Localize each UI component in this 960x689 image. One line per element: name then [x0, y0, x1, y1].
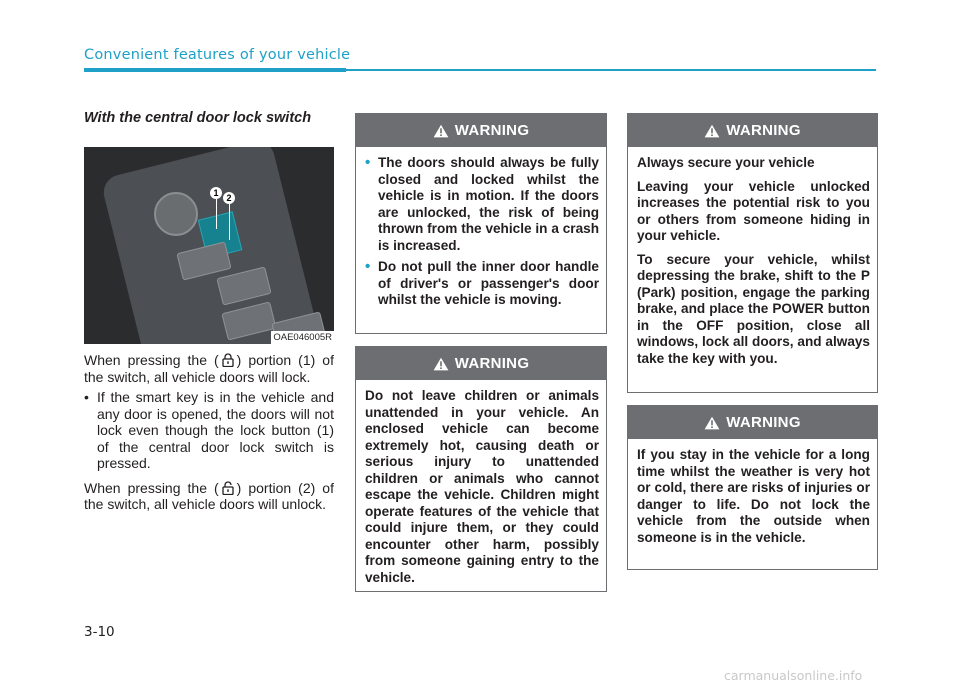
warning-header — [628, 406, 877, 439]
callout-1: 1 — [210, 187, 222, 199]
image-code: OAE046005R — [273, 332, 332, 343]
lock-text-pre: When pressing the ( — [84, 352, 219, 368]
warning-paragraph: To secure your vehicle, whilst depressing the brake, shift to the P (Park) position, engage the parking brake, and place the POWER button in the OFF position, close all windows, lock all doors, and always take the key with you. — [637, 251, 870, 366]
warning-body — [628, 439, 877, 561]
warning-header — [628, 114, 877, 147]
unlock-text-pre: When pressing the ( — [84, 479, 219, 496]
watermark: carmanualsonline.info — [724, 668, 863, 683]
door-switch-photo — [84, 147, 334, 344]
callout-leader — [216, 199, 217, 229]
callout-2: 2 — [223, 192, 235, 204]
page-number: 3-10 — [84, 624, 115, 640]
warning-box-children-animals — [355, 346, 607, 592]
unlock-text-post: ) portion (2) of the switch, all vehicle doors will unlock. — [84, 479, 334, 512]
warning-box-weather — [627, 405, 878, 570]
warning-header — [356, 114, 606, 147]
warning-triangle-icon — [704, 416, 720, 430]
list-item: • The doors should always be fully closed and locked whilst the vehicle is in motion. If the doors are unlocked, the risk of being thrown from the vehicle in a crash is increased. — [365, 154, 599, 253]
warning-title: WARNING — [454, 355, 530, 372]
warning-header — [356, 347, 606, 380]
left-column — [84, 110, 334, 513]
lock-icon — [222, 353, 234, 367]
section-heading: With the central door lock switch — [84, 110, 312, 126]
header-rule — [346, 69, 876, 71]
warning-box-door-closed — [355, 113, 607, 334]
warning-paragraph: Do not leave children or animals unattended in your vehicle. An enclosed vehicle can become extremely hot, causing death or serious injury to unattended children or animals who cannot escape the vehicle. Children might operate features of the vehicle that could injure them, or they could encounter other harm, possibly from someone gaining entry to the vehicle. — [365, 388, 599, 585]
unlock-instruction — [84, 480, 334, 513]
warning-body — [356, 147, 606, 322]
warning-triangle-icon — [433, 124, 449, 138]
warning-title: WARNING — [726, 122, 801, 139]
warning-body — [356, 380, 606, 601]
warning-paragraph: If you stay in the vehicle for a long time whilst the weather is very hot or cold, there are risks of injuries or danger to life. Do not lock the vehicle from the outside when someone is in the vehicle. — [637, 447, 870, 545]
warning-body — [628, 147, 877, 382]
list-item: • Do not pull the inner door handle of driver's or passenger's door whilst the vehicle is moving. — [365, 258, 599, 307]
warning-title: WARNING — [454, 122, 530, 139]
list-item: • If the smart key is in the vehicle and any door is opened, the doors will not lock even though the lock button (1) of the central door lock switch is pressed. — [84, 389, 334, 471]
warning-box-secure-vehicle — [627, 113, 878, 393]
warning-title: WARNING — [726, 414, 801, 431]
unlock-icon — [222, 481, 234, 495]
smart-key-note: If the smart key is in the vehicle and any door is opened, the doors will not lock even though the lock button (1) of the central door lock switch is pressed. — [97, 389, 334, 471]
header-title: Convenient features of your vehicle — [84, 47, 351, 63]
mirror-control-shape — [154, 192, 198, 236]
lock-text-post: ) portion (1) of the switch, all vehicle doors will lock. — [84, 352, 334, 385]
warning-paragraph: Leaving your vehicle unlocked increases the potential risk to you or others from someone hiding in your vehicle. — [637, 178, 870, 243]
warning-paragraph: Always secure your vehicle — [637, 155, 815, 170]
lock-instruction — [84, 352, 334, 385]
warning-triangle-icon — [704, 124, 720, 138]
callout-leader — [229, 204, 230, 240]
warning-triangle-icon — [433, 357, 449, 371]
header-accent-bar — [84, 68, 346, 72]
